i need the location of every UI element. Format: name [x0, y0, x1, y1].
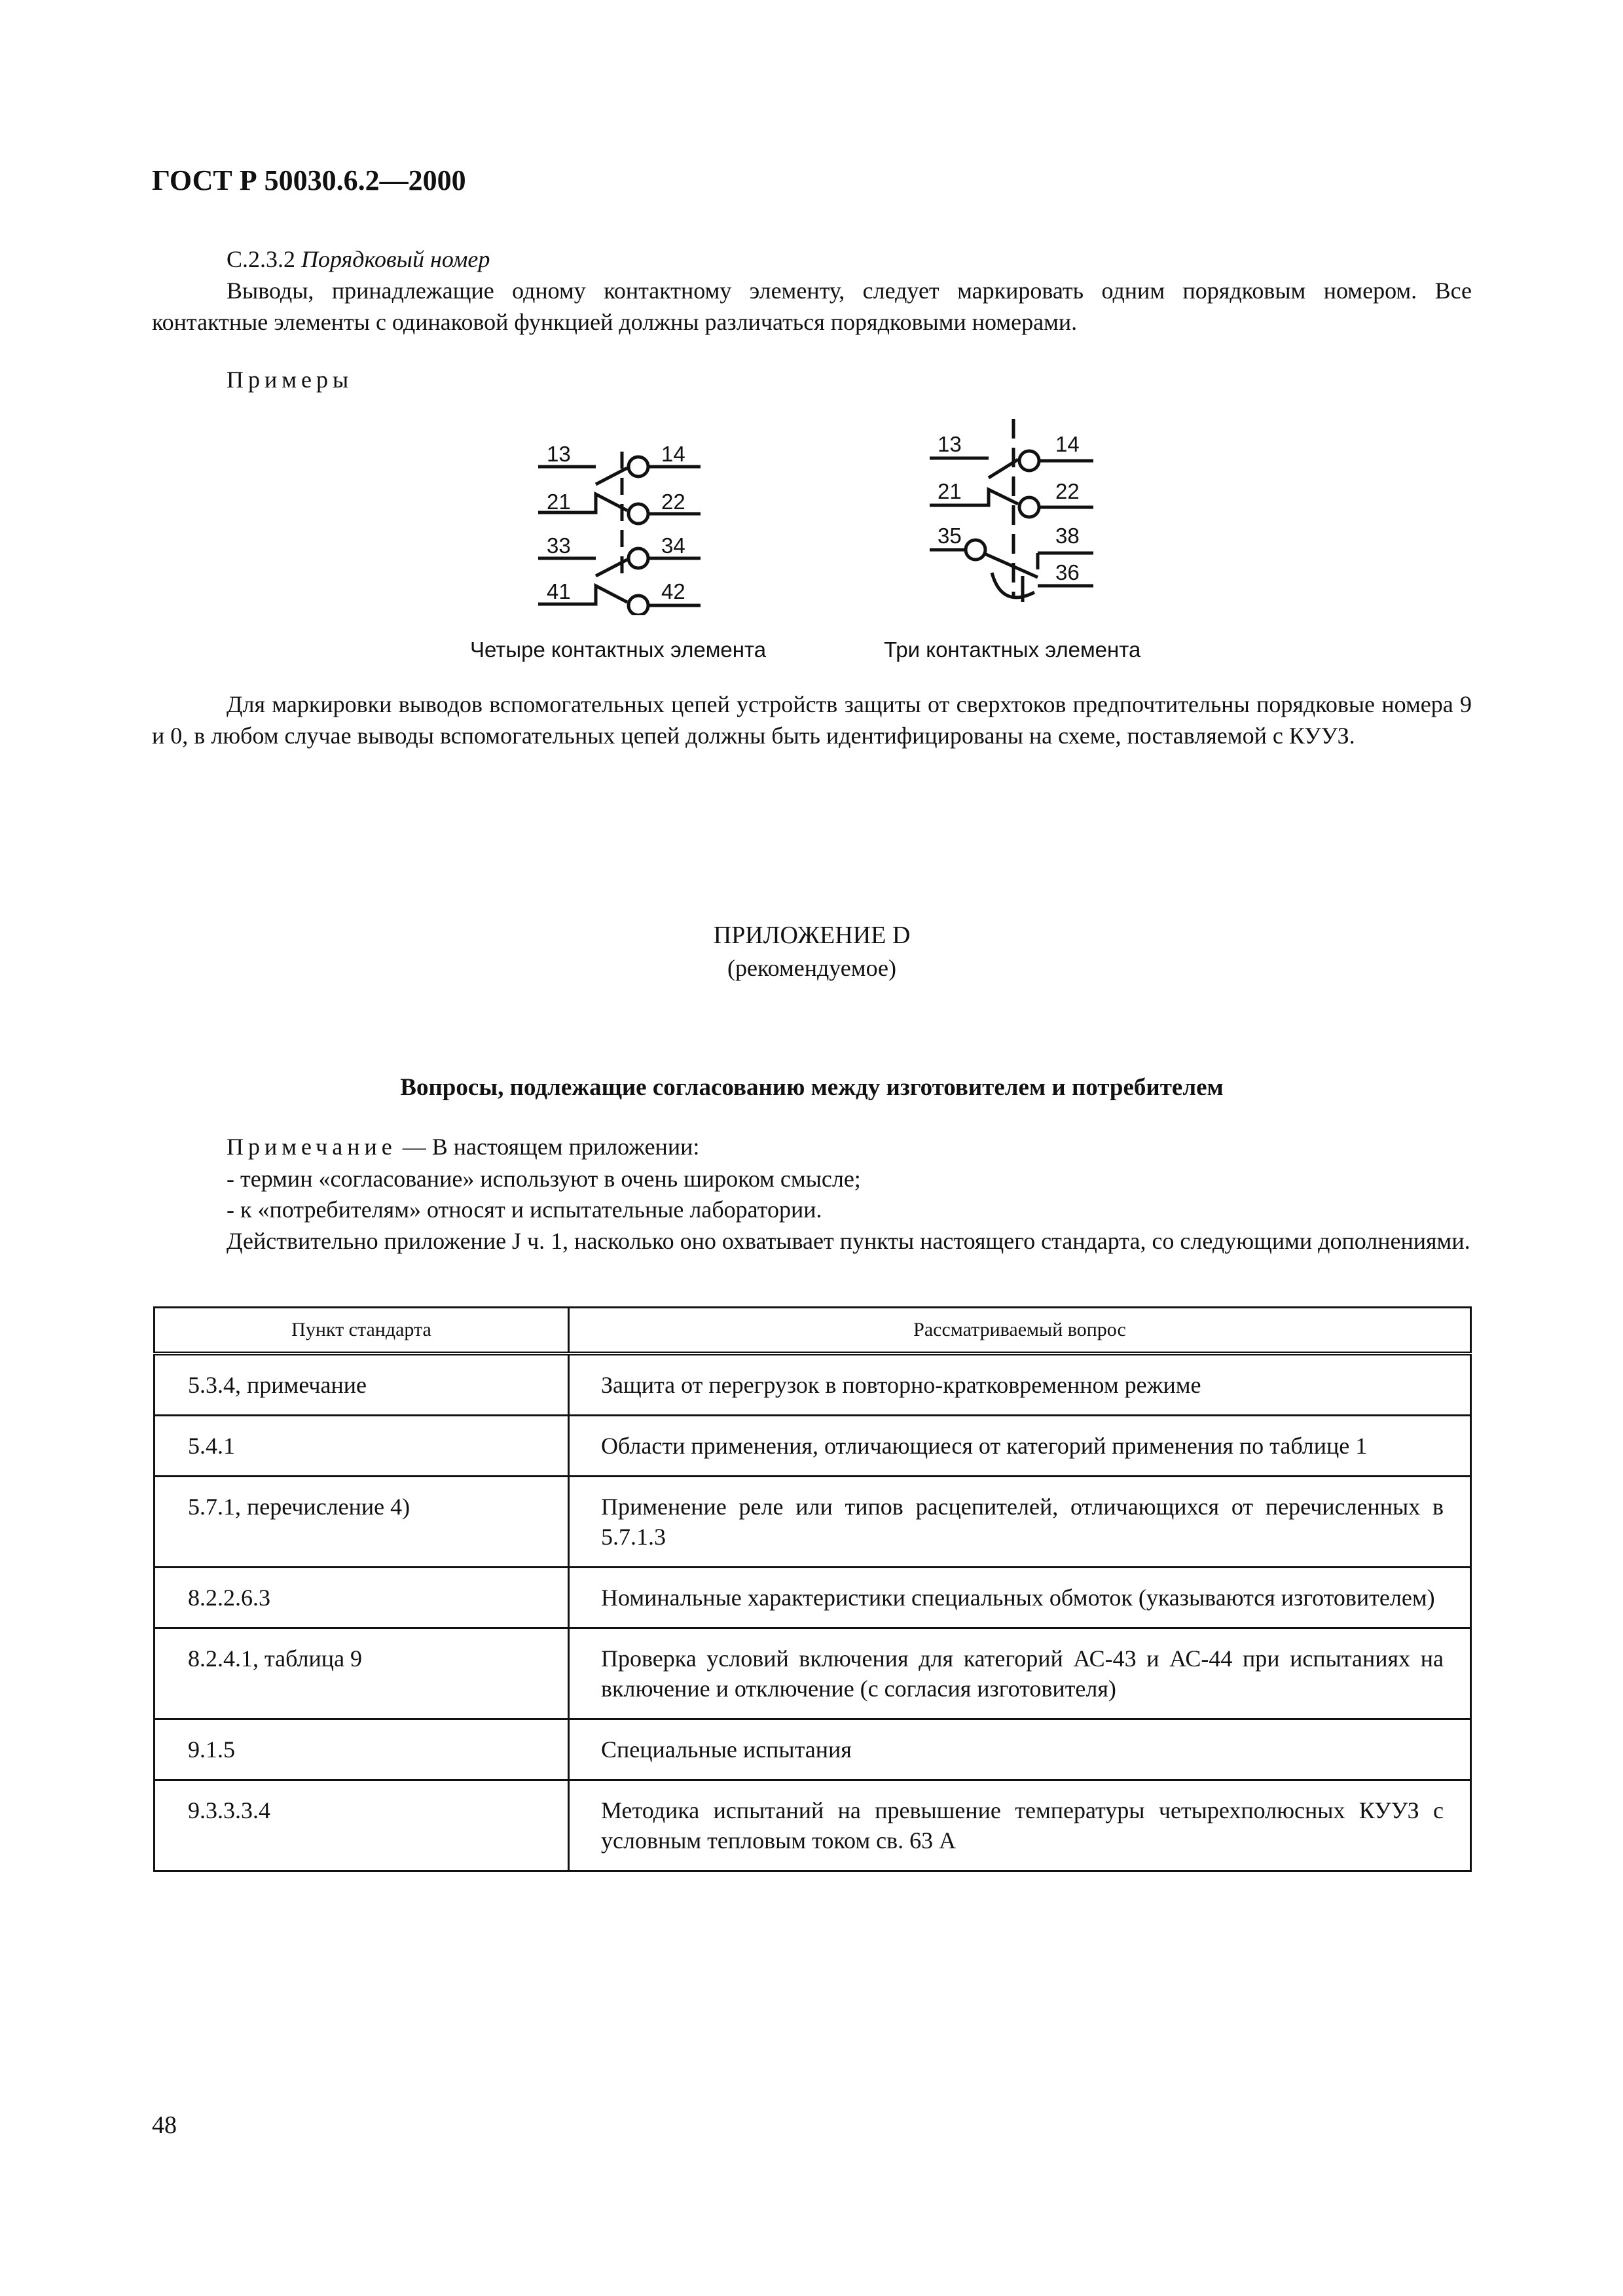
table-cell-clause: 8.2.2.6.3: [155, 1568, 569, 1628]
terminal-label-34: 34: [661, 533, 685, 558]
terminal-label-14: 14: [661, 442, 685, 466]
table-cell-clause: 5.4.1: [155, 1416, 569, 1477]
note-item-1: - термин «согласование» используют в очень широком смысле;: [227, 1166, 861, 1192]
table-header-clause: Пункт стандарта: [155, 1308, 569, 1354]
terminal-label-14-right: 14: [1055, 432, 1080, 456]
terminal-label-42: 42: [661, 579, 685, 603]
table-cell-issue: Применение реле или типов расцепителей, отличающихся от перечисленных в 5.7.1.3: [569, 1477, 1471, 1568]
table-cell-issue: Номинальные характеристики специальных обмоток (указываются изготовителем): [569, 1568, 1471, 1628]
table-cell-clause: 5.7.1, перечисление 4): [155, 1477, 569, 1568]
table-header-row: [155, 1308, 1471, 1354]
table-row: [155, 1416, 1471, 1477]
table-row: [155, 1477, 1471, 1568]
appendix-title: ПРИЛОЖЕНИЕ D: [713, 922, 911, 949]
table-cell-issue: Специальные испытания: [569, 1719, 1471, 1780]
terminal-label-33: 33: [547, 533, 571, 558]
three-contacts-diagram: [903, 419, 1126, 615]
terminal-label-21: 21: [547, 490, 571, 514]
table-cell-clause: 9.1.5: [155, 1719, 569, 1780]
table-cell-issue: Проверка условий включения для категорий АС-43 и АС-44 при испытаниях на включение и отключение (с согласия изготовителя): [569, 1628, 1471, 1719]
appendix-subtitle: (рекомендуемое): [727, 955, 896, 981]
terminal-label-22: 22: [661, 490, 685, 514]
table-header-issue: Рассматриваемый вопрос: [569, 1308, 1471, 1354]
table-cell-issue: Методика испытаний на превышение температуры четырехполюсных КУУЗ с условным тепловым током св. 63 А: [569, 1780, 1471, 1871]
terminal-label-41: 41: [547, 579, 571, 603]
note-label: Примечание: [227, 1134, 397, 1160]
section-title: Порядковый номер: [301, 246, 490, 272]
terminal-label-13-right: 13: [938, 432, 962, 456]
terminal-label-36-right: 36: [1055, 560, 1080, 584]
table-cell-issue: Области применения, отличающиеся от категорий применения по таблице 1: [569, 1416, 1471, 1477]
table-row: [155, 1719, 1471, 1780]
figure-caption-three: Три контактных элемента: [884, 637, 1141, 662]
note-item-2: - к «потребителям» относят и испытательные лаборатории.: [227, 1196, 822, 1223]
terminal-label-21-right: 21: [938, 479, 962, 503]
section-number: С.2.3.2: [227, 246, 296, 272]
table-row: [155, 1628, 1471, 1719]
examples-label: Примеры: [227, 367, 354, 393]
agreement-table: [153, 1306, 1472, 1872]
auxiliary-circuits-paragraph: Для маркировки выводов вспомогательных цепей устройств защиты от сверхтоков предпочтительны порядковые номера 9 и 0, в любом случае выводы вспомогательных цепей должны быть идентифицированы на схеме, поставляемой с КУУЗ.: [152, 691, 1472, 749]
note-block: [227, 1131, 699, 1162]
document-code-header: ГОСТ Р 50030.6.2—2000: [152, 164, 466, 196]
table-row: [155, 1780, 1471, 1871]
appendix-heading: Вопросы, подлежащие согласованию между изготовителем и потребителем: [400, 1074, 1224, 1101]
table-cell-clause: 9.3.3.3.4: [155, 1780, 569, 1871]
four-contacts-diagram: [511, 419, 720, 615]
terminal-label-22-right: 22: [1055, 479, 1080, 503]
terminal-label-35-right: 35: [938, 524, 962, 548]
figure-caption-four: Четыре контактных элемента: [470, 637, 767, 662]
table-cell-clause: 5.3.4, примечание: [155, 1354, 569, 1416]
table-cell-issue: Защита от перегрузок в повторно-кратковременном режиме: [569, 1354, 1471, 1416]
page-number: 48: [152, 2111, 177, 2139]
section-heading: [227, 243, 490, 275]
section-paragraph: Выводы, принадлежащие одному контактному элементу, следует маркировать одним порядковым номером. Все контактные элементы с одинаковой функцией должны различаться порядковыми номерами.: [152, 278, 1472, 335]
terminal-label-38-right: 38: [1055, 524, 1080, 548]
table-row: [155, 1568, 1471, 1628]
terminal-label-13: 13: [547, 442, 571, 466]
note-intro: — В настоящем приложении:: [396, 1134, 700, 1160]
note-paragraph: Действительно приложение J ч. 1, насколько оно охватывает пункты настоящего стандарта, со следующими дополнениями.: [227, 1228, 1470, 1254]
table-cell-clause: 8.2.4.1, таблица 9: [155, 1628, 569, 1719]
table-row: [155, 1354, 1471, 1416]
